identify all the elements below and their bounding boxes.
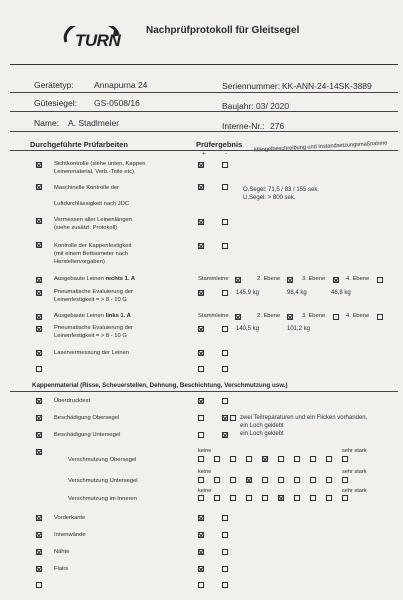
scale-sehr-stark: sehr stark (342, 448, 367, 454)
plus-checkbox[interactable] (198, 326, 204, 332)
ebene2-label: 2. Ebene (257, 276, 281, 282)
rating-checkbox[interactable] (198, 495, 204, 501)
ebene4-label: 4. Ebene (346, 313, 370, 319)
row-checkbox[interactable] (36, 432, 42, 438)
row-checkbox[interactable] (36, 366, 42, 372)
logo-text: TURN (75, 31, 121, 50)
plus-checkbox[interactable] (198, 582, 204, 588)
plus-checkbox[interactable] (198, 350, 204, 356)
rating-checkbox[interactable] (246, 456, 252, 462)
plus-checkbox[interactable] (198, 219, 204, 225)
minus-checkbox[interactable] (222, 532, 228, 538)
row-checkbox[interactable] (36, 415, 42, 421)
rating-checkbox[interactable] (310, 456, 316, 462)
stammleine-label: Stammleine (198, 313, 229, 319)
geraetetyp-value: Annapurna 24 (94, 80, 148, 90)
minus-checkbox[interactable] (222, 432, 228, 438)
vorderkante-text: Vorderkante (54, 515, 86, 521)
ebene2-label: 2. Ebene (257, 313, 281, 319)
plus-sign: + (202, 151, 206, 157)
rating-checkbox[interactable] (326, 477, 332, 483)
row-checkbox[interactable] (36, 350, 42, 356)
v-ober-text: Verschmutzung Obersegel (68, 457, 137, 463)
scale-keine: keine (198, 488, 212, 494)
untersegel-remark: ein Loch geklebt (240, 431, 284, 437)
scale-sehr-stark: sehr stark (342, 469, 367, 475)
row-checkbox[interactable] (36, 582, 42, 588)
rating-checkbox[interactable] (278, 477, 284, 483)
laser-text: Laservermessung der Leinen (54, 350, 130, 356)
serien-label: Seriennummer: (222, 81, 281, 91)
stammleine-checkbox[interactable] (235, 314, 241, 320)
ebene4-label: 4. Ebene (346, 276, 370, 282)
r-value-3: 46,8 kg (331, 290, 351, 296)
rechts-title: Ausgebaute Leinen rechts 1. A (54, 276, 136, 282)
minus-sign: - (225, 151, 227, 157)
rating-checkbox[interactable] (214, 456, 220, 462)
minus-checkbox[interactable] (222, 515, 228, 521)
name-value: A. Stadlmeier (68, 118, 120, 128)
baujahr-value: 03/ 2020 (256, 101, 290, 111)
plus-checkbox[interactable] (198, 162, 204, 168)
interne-label: Interne-Nr.: (222, 121, 265, 131)
row-checkbox[interactable] (36, 242, 42, 248)
row-checkbox[interactable] (36, 326, 42, 332)
plus-checkbox[interactable] (198, 243, 204, 249)
naehte-text: Nähte (54, 549, 70, 555)
kappen-heading: Kappenmaterial (Risse, Scheuerstellen, Dehnung, Beschichtung, Verschmutzung usw.) (32, 382, 288, 389)
ebene3-checkbox[interactable] (333, 277, 339, 283)
rating-checkbox[interactable] (262, 456, 268, 462)
plus-checkbox[interactable] (198, 432, 204, 438)
row-checkbox[interactable] (36, 277, 42, 283)
minus-checkbox[interactable] (222, 398, 228, 404)
v-innen-text: Verschmutzung im Inneren (68, 496, 137, 502)
row-checkbox[interactable] (36, 314, 42, 320)
rating-checkbox[interactable] (310, 477, 316, 483)
scale-sehr-stark: sehr stark (342, 488, 367, 494)
field-line (10, 131, 398, 132)
obersegel-text: Beschädigung Obersegel (54, 415, 120, 421)
stammleine-label: Stammleine (198, 276, 229, 282)
rating-checkbox[interactable] (214, 477, 220, 483)
row-checkbox[interactable] (36, 515, 42, 521)
guete-value: GS-0508/16 (94, 98, 140, 108)
flairs-text: Flairs (54, 566, 69, 572)
plus-checkbox[interactable] (198, 532, 204, 538)
r-value-2: 98,4 kg (287, 290, 307, 296)
innenwaende-text: Innenwände (54, 532, 86, 538)
scale-keine: keine (198, 469, 212, 475)
ebene4-checkbox[interactable] (377, 314, 383, 320)
rating-checkbox[interactable] (278, 456, 284, 462)
guete-label: Gütesiegel: (34, 98, 77, 108)
interne-value: 276 (270, 121, 285, 131)
minus-checkbox[interactable] (222, 366, 228, 372)
obersegel-remark: zwei Teilreparaturen und ein Flicken vorhanden, ein Loch geklebt (240, 415, 368, 429)
section-line (10, 391, 398, 392)
row-text: Maschinelle Kontrolle der Luftdurchlässigkeit nach JDC (54, 185, 130, 207)
name-label: Name: (34, 118, 60, 128)
v-unter-text: Verschmutzung Untersegel (68, 478, 138, 484)
minus-checkbox[interactable] (222, 243, 228, 249)
minus-checkbox[interactable] (222, 184, 228, 190)
rating-checkbox[interactable] (262, 495, 268, 501)
r-value-1: 145,9 kg (236, 290, 260, 296)
ebene4-checkbox[interactable] (377, 277, 383, 283)
rating-checkbox[interactable] (246, 495, 252, 501)
rating-checkbox[interactable] (342, 456, 348, 462)
rating-checkbox[interactable] (262, 477, 268, 483)
plus-checkbox[interactable] (198, 290, 204, 296)
plus-checkbox[interactable] (198, 549, 204, 555)
row-text: Vermessen aller Leinenlängen (siehe zusätzl. Protokoll) (54, 217, 132, 231)
rating-checkbox[interactable] (342, 495, 348, 501)
field-line (10, 92, 398, 93)
ebene3-label: 3. Ebene (302, 276, 326, 282)
pneu-text: Pneumatische Evaluierung der Leinenfestigkeit = > 8 - 10 G (54, 289, 133, 303)
rating-checkbox[interactable] (294, 495, 300, 501)
col-pruefarbeiten: Durchgeführte Prüfarbeiten (30, 140, 128, 149)
l-value-1: 140,5 kg (236, 326, 260, 332)
minus-checkbox[interactable] (222, 549, 228, 555)
untersegel-text: Beschädigung Untersegel (54, 432, 121, 438)
plus-checkbox[interactable] (198, 566, 204, 572)
field-line (10, 111, 398, 112)
row-checkbox[interactable] (36, 290, 42, 296)
ebene3-checkbox[interactable] (333, 314, 339, 320)
minus-checkbox[interactable] (222, 350, 228, 356)
rating-checkbox[interactable] (214, 495, 220, 501)
row-checkbox[interactable] (36, 184, 42, 190)
minus-checkbox[interactable] (222, 415, 228, 421)
remark-checkbox[interactable] (230, 415, 236, 421)
minus-checkbox[interactable] (222, 290, 228, 296)
row-checkbox[interactable] (36, 566, 42, 572)
rating-checkbox[interactable] (310, 495, 316, 501)
geraetetyp-label: Gerätetyp: (34, 80, 74, 90)
l-value-2: 101,2 kg (287, 326, 311, 332)
pneu-text: Pneumatische Evaluierung der Leinenfestigkeit = > 8 - 10 G (54, 325, 133, 339)
rating-checkbox[interactable] (198, 456, 204, 462)
rating-checkbox[interactable] (230, 495, 236, 501)
row-checkbox[interactable] (36, 532, 42, 538)
col-pruefergebnis: Prüfergebnis (196, 140, 243, 149)
minus-checkbox[interactable] (222, 326, 228, 332)
rating-checkbox[interactable] (278, 495, 284, 501)
rating-checkbox[interactable] (326, 495, 332, 501)
col-maengel: Mängelbeschreibung und Instandsetzungsmaßnahme (253, 140, 388, 154)
rating-checkbox[interactable] (198, 477, 204, 483)
ebene2-checkbox[interactable] (287, 277, 293, 283)
minus-checkbox[interactable] (222, 162, 228, 168)
ueberdruck-text: Überdrucktest (54, 398, 91, 404)
scale-keine: keine (198, 448, 212, 454)
row-text: Sichtkontrolle (siehe unten, Kappen Leinenmaterial, Verb.-Teile etc). (54, 161, 146, 175)
rating-checkbox[interactable] (246, 477, 252, 483)
plus-checkbox[interactable] (198, 366, 204, 372)
minus-checkbox[interactable] (222, 219, 228, 225)
row-checkbox[interactable] (36, 549, 42, 555)
plus-checkbox[interactable] (198, 415, 204, 421)
rating-checkbox[interactable] (230, 477, 236, 483)
rating-checkbox[interactable] (294, 456, 300, 462)
plus-checkbox[interactable] (198, 398, 204, 404)
ebene2-checkbox[interactable] (287, 314, 293, 320)
row-checkbox[interactable] (36, 218, 42, 224)
stammleine-checkbox[interactable] (235, 277, 241, 283)
rating-checkbox[interactable] (230, 456, 236, 462)
plus-checkbox[interactable] (198, 184, 204, 190)
divider (10, 64, 398, 65)
rating-checkbox[interactable] (326, 456, 332, 462)
minus-checkbox[interactable] (222, 566, 228, 572)
row-checkbox[interactable] (36, 398, 42, 404)
rating-checkbox[interactable] (294, 477, 300, 483)
rating-checkbox[interactable] (342, 477, 348, 483)
page-title: Nachprüfprotokoll für Gleitsegel (146, 25, 300, 36)
row-text: Kontrolle der Kappenfestigkeit (mit einem Bettsometer nach Herstellervorgaben) (54, 243, 132, 265)
ebene3-label: 3. Ebene (302, 313, 326, 319)
plus-checkbox[interactable] (198, 515, 204, 521)
baujahr-label: Baujahr: (222, 101, 254, 111)
luft-remark: O.Segel: 71,5 / 83 / 155 sek. U.Segel: > 800 sek. (243, 187, 320, 201)
links-title: Ausgebaute Leinen links 1. A (54, 313, 131, 319)
minus-checkbox[interactable] (222, 582, 228, 588)
row-checkbox[interactable] (36, 449, 42, 455)
row-checkbox[interactable] (36, 162, 42, 168)
serien-value: KK-ANN-24-14SK-3889 (282, 81, 372, 91)
